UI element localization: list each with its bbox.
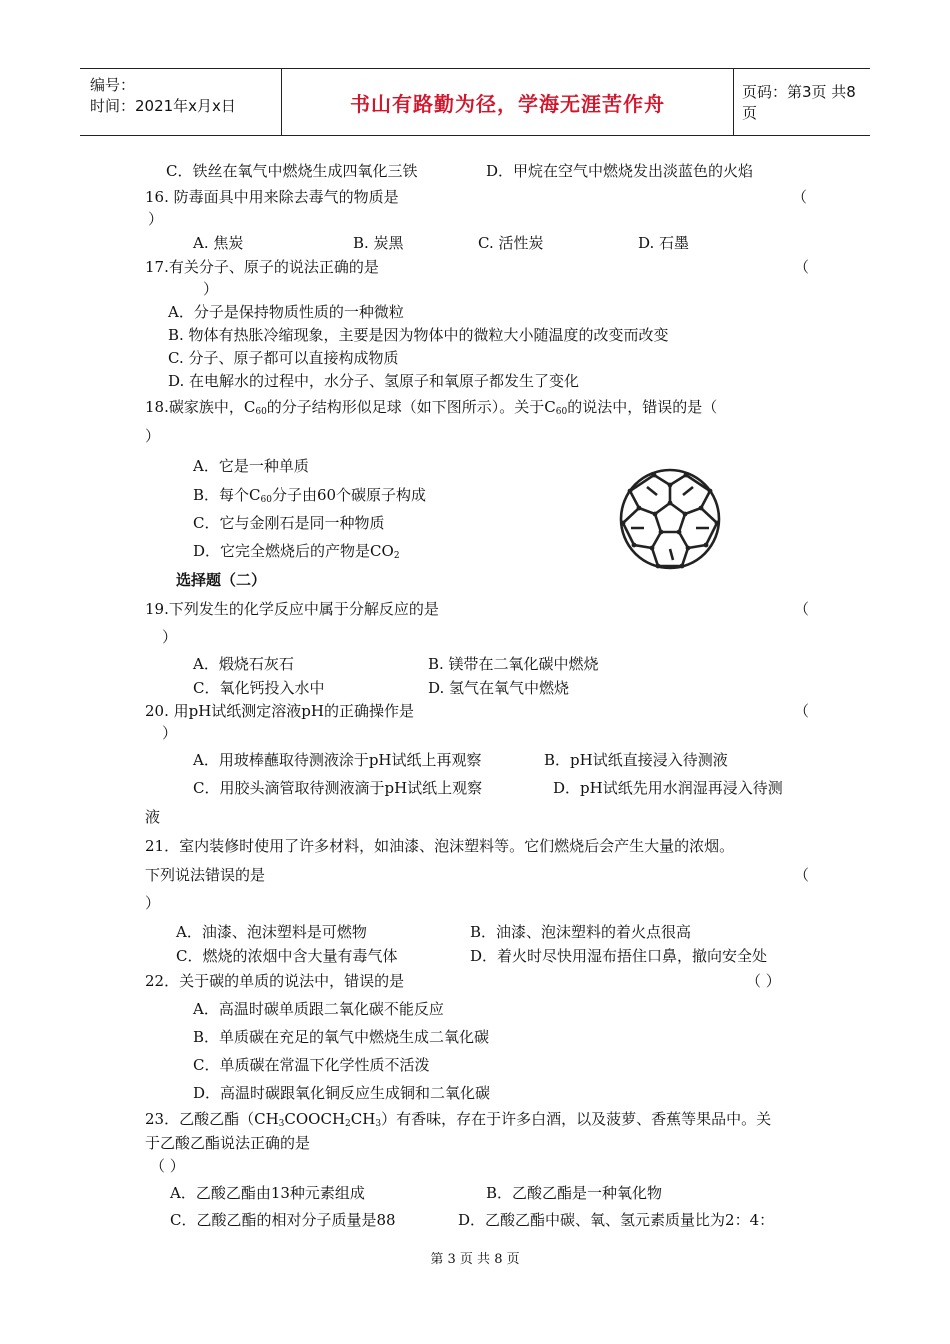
- q21-option-a: A．油漆、泡沫塑料是可燃物: [176, 923, 367, 941]
- subscript: 2: [345, 1119, 351, 1129]
- q21-stem-line1: 21．室内装修时使用了许多材料，如油漆、泡沫塑料等。它们燃烧后会产生大量的浓烟。: [145, 837, 735, 855]
- q18-option-b: [193, 488, 426, 505]
- q21-paren-close: ）: [145, 894, 161, 912]
- q20-option-d-wrap: 液: [145, 808, 161, 826]
- q20-option-a: A．用玻棒蘸取待测液涂于pH试纸上再观察: [193, 751, 482, 769]
- q23-stem-line2: 于乙酸乙酯说法正确的是: [145, 1134, 311, 1152]
- q20-stem: 20. 用pH试纸测定溶液pH的正确操作是: [145, 702, 414, 720]
- q19-paren-close: ）: [162, 628, 178, 646]
- q23-paren: （ ）: [150, 1157, 185, 1175]
- q16-paren-open: （: [792, 188, 808, 206]
- q18-stem-part: 18.碳家族中，C: [145, 398, 256, 416]
- subscript: 3: [278, 1119, 285, 1129]
- q21-option-c: C．燃烧的浓烟中含大量有毒气体: [176, 947, 398, 965]
- q23-option-d: D．乙酸乙酯中碳、氧、氢元素质量比为2：4：: [458, 1211, 775, 1229]
- q18-option-c: C．它与金刚石是同一种物质: [193, 514, 385, 532]
- c60-fullerene-icon: [616, 465, 724, 573]
- q18-option-a: A．它是一种单质: [193, 457, 309, 475]
- q21-paren-open: （: [794, 866, 810, 884]
- q23-stem-part: COOCH: [284, 1110, 346, 1128]
- q17-option-c: C. 分子、原子都可以直接构成物质: [168, 349, 399, 367]
- section-title: 选择题（二）: [176, 571, 267, 589]
- subscript: 2: [393, 551, 400, 561]
- q20-option-b: B．pH试纸直接浸入待测液: [544, 751, 728, 769]
- q22-option-c: C．单质碳在常温下化学性质不活泼: [193, 1056, 430, 1074]
- subscript: 3: [375, 1119, 382, 1129]
- q19-paren-open: （: [794, 600, 810, 618]
- q23-option-c: C．乙酸乙酯的相对分子质量是88: [170, 1211, 396, 1229]
- q17-stem: 17.有关分子、原子的说法正确的是: [145, 258, 379, 276]
- page-footer: 第 3 页 共 8 页: [430, 1252, 520, 1267]
- q18-option-b-part: 分子由60个碳原子构成: [271, 486, 427, 504]
- header-page-number: 页码：第3页 共8页: [742, 83, 856, 122]
- subscript: 60: [260, 495, 272, 505]
- q16-stem: 16. 防毒面具中用来除去毒气的物质是: [145, 188, 399, 206]
- q23-option-b: B．乙酸乙酯是一种氧化物: [486, 1184, 663, 1202]
- q18-stem: [145, 400, 717, 417]
- subscript: 60: [555, 407, 568, 417]
- q19-option-b: B. 镁带在二氧化碳中燃烧: [428, 655, 599, 673]
- q16-option-b: B. 炭黑: [353, 234, 404, 252]
- q17-paren-close: ）: [203, 280, 219, 298]
- q23-option-a: A．乙酸乙酯由13种元素组成: [170, 1184, 365, 1202]
- q22-option-a: A．高温时碳单质跟二氧化碳不能反应: [193, 1000, 444, 1018]
- q23-stem-line1: [145, 1112, 771, 1129]
- q18-option-d: [193, 544, 400, 561]
- page-header: [80, 68, 870, 136]
- q22-paren: （ ）: [746, 972, 781, 990]
- q15-option-c: C．铁丝在氧气中燃烧生成四氧化三铁: [166, 162, 418, 180]
- q18-stem-part: 的说法中，错误的是（: [567, 398, 718, 416]
- header-number: 编号：: [90, 76, 136, 94]
- q20-option-d: D．pH试纸先用水润湿再浸入待测: [553, 779, 783, 797]
- q23-stem-part: 23．乙酸乙酯（CH: [145, 1110, 279, 1128]
- q20-option-c: C．用胶头滴管取待测液滴于pH试纸上观察: [193, 779, 483, 797]
- q23-stem-part: CH: [350, 1110, 376, 1128]
- q18-stem-part: 的分子结构形似足球（如下图所示）。关于C: [266, 398, 556, 416]
- q22-stem: 22．关于碳的单质的说法中，错误的是: [145, 972, 405, 990]
- header-meta: [80, 69, 282, 135]
- q20-paren-close: ）: [162, 724, 178, 742]
- q22-option-b: B．单质碳在充足的氧气中燃烧生成二氧化碳: [193, 1028, 490, 1046]
- q20-paren-open: （: [794, 702, 810, 720]
- q19-option-a: A．煅烧石灰石: [193, 655, 294, 673]
- q16-option-c: C. 活性炭: [478, 234, 544, 252]
- q17-option-b: B. 物体有热胀冷缩现象，主要是因为物体中的微粒大小随温度的改变而改变: [168, 326, 669, 344]
- q21-stem-line2: 下列说法错误的是: [145, 866, 266, 884]
- q16-paren-close: ）: [148, 210, 164, 228]
- q19-stem: 19.下列发生的化学反应中属于分解反应的是: [145, 600, 439, 618]
- q17-option-d: D. 在电解水的过程中，水分子、氢原子和氧原子都发生了变化: [168, 372, 580, 390]
- q19-option-d: D. 氢气在氧气中燃烧: [428, 679, 570, 697]
- q16-option-d: D. 石墨: [638, 234, 690, 252]
- q18-paren-close: ）: [145, 427, 161, 445]
- q17-option-a: A．分子是保持物质性质的一种微粒: [168, 303, 404, 321]
- q17-paren-open: （: [794, 258, 810, 276]
- subscript: 60: [255, 407, 267, 417]
- q22-option-d: D．高温时碳跟氧化铜反应生成铜和二氧化碳: [193, 1084, 491, 1102]
- q18-option-b-part: B．每个C: [193, 486, 261, 504]
- q21-option-d: D．着火时尽快用湿布捂住口鼻，撤向安全处: [470, 947, 768, 965]
- q18-option-d-part: D．它完全燃烧后的产物是CO: [193, 542, 394, 560]
- q19-option-c: C．氧化钙投入水中: [193, 679, 325, 697]
- q16-option-a: A. 焦炭: [193, 234, 244, 252]
- q15-option-d: D．甲烷在空气中燃烧发出淡蓝色的火焰: [486, 162, 754, 180]
- header-time: 时间：2021年x月x日: [90, 97, 236, 115]
- header-motto: 书山有路勤为径，学海无涯苦作舟: [282, 69, 734, 135]
- q23-stem-part: ）有香味，存在于许多白酒，以及菠萝、香蕉等果品中。关: [381, 1110, 772, 1128]
- q21-option-b: B．油漆、泡沫塑料的着火点很高: [470, 923, 692, 941]
